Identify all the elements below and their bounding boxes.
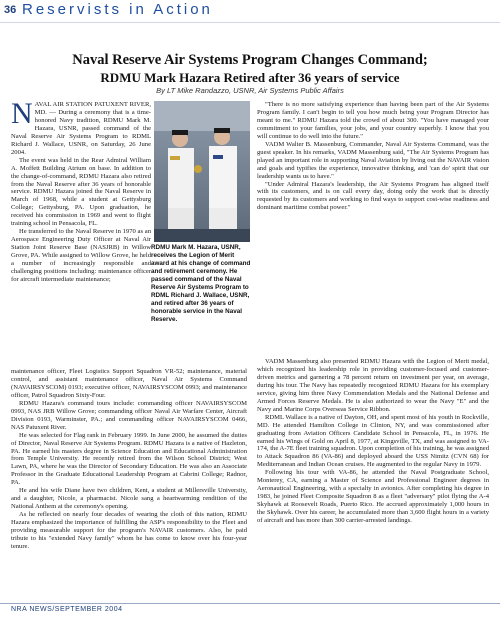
lead-paragraph <box>11 101 151 157</box>
lead-text: AVAL AIR STATION PATUXENT RIVER, MD. — During a ceremony that is a time-honored Navy tradition, RDMU Mark M. Hazara, USNR, passed command of the Naval Reserve Air Systems Program to RDML Richard J. Wallace, USNR, on Saturday, 26 June 2004. <box>11 101 151 156</box>
section-title: Reservists in Action <box>22 1 213 18</box>
body-paragraph: As he reflected on nearly four decades of wearing the cloth of this nation, RDMU Hazara emphasized the importance of fulfilling the ASP's responsibility to the Fleet and providing measurable support for the program's NAVAIR customers. Also, he paid tribute to his "extended Navy family" whom he has come to know over his four-year tenure. <box>11 511 247 550</box>
body-paragraph: RDMU Hazara's command tours include: commanding officer NAVAIRSYSCOM 0993, NAS JRB Willow Grove; commanding officer Naval Air Warfare Center, Aircraft Division 0193, Warminster, PA.; and commanding officer NAVAIRSYSCOM 0466, NAS Patuxent River. <box>11 399 247 431</box>
body-paragraph: He transferred to the Naval Reserve in 1970 as an Aerospace Engineering Duty Officer at Naval Air Station Joint Reserve Base (NASJRB) in Willow Grove, PA. While assigned to Willow Grove, he held a number of increasingly responsible and challenging positions including: maintenance officer for aircraft intermediate maintenance; <box>11 228 151 283</box>
body-paragraph: RDML Wallace is a native of Dayton, OH, and spent most of his youth in Rockville, MD. He attended Hamilton College in Clinton, NY, and was commissioned after graduating from Aviation Officers Candidate School in Pensacola, FL, in 1976. He earned his Wings of Gold on April 8, 1977, at Kingsville, TX, and was assigned to VA-174, the A-7E fleet training squadron. Upon completion of his training, he was assigned to Attack Squadron 86 (VA-86) and deployed aboard the USS Nimitz (CVN 68) for Mediterranean and Indian Ocean cruises. He augmented to the regular Navy in 1979. <box>257 413 489 469</box>
footer-issue: NRA NEWS/SEPTEMBER 2004 <box>11 606 123 613</box>
ceremony-photo <box>154 101 250 242</box>
article-byline: By LT Mike Randazzo, USNR, Air Systems Public Affairs <box>156 86 344 95</box>
body-paragraph: The event was held in the Rear Admiral William A. Moffett Building Atrium on base. In addition to the change-of-command, RDMU Hazara also retired from the Naval Reserve after 36 years of honorable service. RDMU Hazara joined the Naval Reserve in March of 1968, while a student at Gettysburg College; Gettysburg, PA. Upon graduation, he received his commission in 1969 and went to flight training school in Pensacola, FL. <box>11 156 151 228</box>
body-paragraph: "There is no more satisfying experience than having been part of the Air Systems Program family. I can't begin to tell you how much being your Program Director has meant to me." RDMU Hazara told the crowd of about 300. "You have managed your commitment to your families, your jobs, and your country superbly. I know that you will continue to do well into the future." <box>257 101 489 140</box>
body-paragraph: VADM Massenburg also presented RDMU Hazara with the Legion of Merit medal, which recognized his leadership role in providing customer-focused and customer-driven metrics and garnering a 78 percent return on investment per year, on average, during his tour. The Navy has repeatedly recognized RDMU Hazara for his exemplary service, giving him three Navy Commendation Medals and the National Defense and Armed Forces Reserve Medals. He is also authorized to wear the Navy "E" and the Navy and Marine Corps Overseas Service Ribbon. <box>257 358 489 413</box>
body-paragraph: VADM Walter B. Massenburg, Commander, Naval Air Systems Command, was the guest speaker. In his remarks, VADM Massenburg said, "The Air Systems Program has played an important role in supporting Naval Aviation by living out the NAVAIR vision and goals and typifies the experience, innovative thinking, and 'can do' spirit that our leadership wants us to have." <box>257 140 489 180</box>
ceremony-photo-image <box>154 101 250 242</box>
drop-cap: N <box>11 101 33 130</box>
article-column-left-bottom <box>11 368 247 596</box>
body-paragraph: He and his wife Diane have two children, Kent, a student at Millersville University, and a daughter, Nicole, a pharmacist. Nicole sang a heartwarming rendition of the National Anthem at the ceremony's opening. <box>11 487 247 511</box>
article-column-right-top <box>257 101 489 359</box>
article-column-right-bottom <box>257 358 489 596</box>
body-paragraph: maintenance officer, Fleet Logistics Support Squadron VR-52; maintenance, material control, and assistant maintenance officer, Naval Air Systems Command (NAVAIRSYSCOM) 0193; executive officer, NAVAIRSYSCOM 0993; and maintenance officer, Patrol Squadron Sixty-Four. <box>11 368 247 399</box>
body-paragraph: "Under Admiral Hazara's leadership, the Air Systems Program has aligned itself with its customers, and is on call every day, doing only the work that is directly requested by its customers and working to find ways to support cost-wise readiness and dominant maritime combat power." <box>257 180 489 212</box>
article-title: Naval Reserve Air Systems Program Changes Command; <box>72 52 428 68</box>
footer-rule <box>0 603 500 604</box>
body-paragraph: He was selected for Flag rank in February 1999. In June 2000, he assumed the duties of Director, Naval Reserve Air Systems Program. RDMU Hazara is a native of Hazleton, PA. He earned his masters degree in Science Education and Educational Administration from Temple University. He recently retired from the Wilson School District; West Lawn, PA, where he was the Director of Secondary Education. He was also an Associate Professor in the Graduate Educational Leadership Program at Cabrini College; Radnor, PA. <box>11 431 247 487</box>
article-subtitle: RDMU Mark Hazara Retired after 36 years of service <box>100 70 400 85</box>
photo-caption: RDMU Mark M. Hazara, USNR, receives the Legion of Merit award at his change of command and retirement ceremony. He passed command of the Naval Reserve Air Systems Program to RDML Richard J. Wallace, USNR, and retired after 36 years of honorable service in the Naval Reserve. <box>151 244 251 323</box>
page-header <box>0 0 500 23</box>
body-paragraph: Following his tour with VA-86, he attended the Naval Postgraduate School, Monterey, CA, earning a Master of Science and Professional Engineer degrees in Aeronautical Engineering, with a specialty in avionics. After completing his degree in 1983, he joined Fleet Composite Squadron 8 as a fleet "adversary" pilot flying the A-4 Skyhawk at Roosevelt Roads, Puerto Rico. He accrued approximately 1,000 hours in the Skyhawk. Over his career, he accumulated more than 3,600 flight hours in a variety of aircraft and has more than 300 carrier-arrested landings. <box>257 469 489 525</box>
page-number: 36 <box>4 4 17 16</box>
article-column-left-top <box>11 101 151 369</box>
